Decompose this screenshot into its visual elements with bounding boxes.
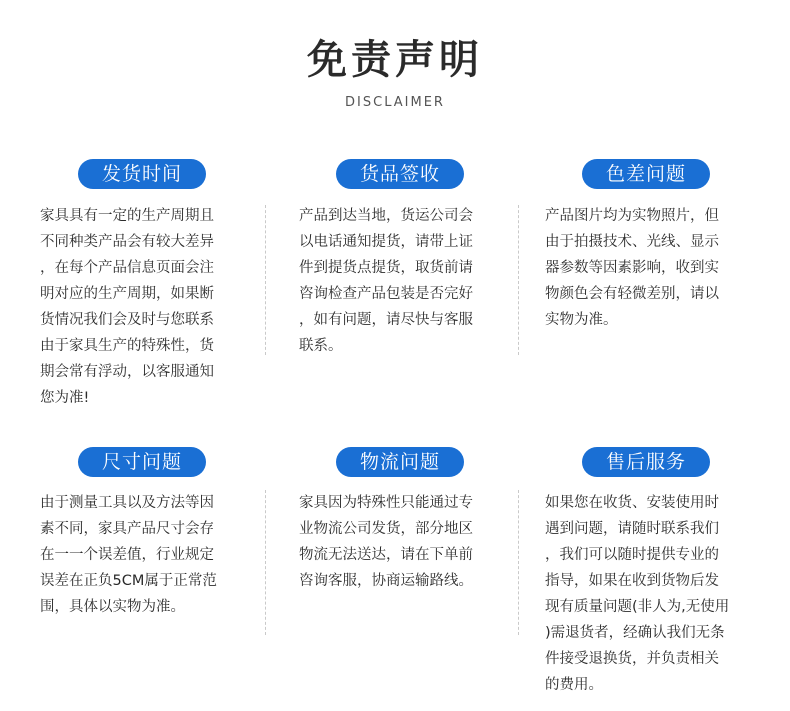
text-line: 联系。 <box>299 338 343 354</box>
text-line: 家具因为特殊性只能通过专 <box>299 495 473 511</box>
text-line: 器参数等因素影响，收到实 <box>545 260 719 276</box>
text-line: 现有质量问题(非人为,无使用 <box>545 599 730 615</box>
column-divider <box>265 490 266 635</box>
section-badge-goods-receipt: 货品签收 <box>336 159 464 189</box>
section-body-size <box>40 490 240 620</box>
text-line: 指导，如果在收到货物后发 <box>545 573 719 589</box>
text-line: 如果您在收货、安装使用时 <box>545 495 719 511</box>
text-line: 期会常有浮动，以客服通知 <box>40 364 214 380</box>
text-line: 产品图片均为实物照片，但 <box>545 208 719 224</box>
text-line: 不同种类产品会有较大差异 <box>40 234 214 250</box>
text-line: 以电话通知提货，请带上证 <box>299 234 473 250</box>
text-line: 实物为准。 <box>545 312 618 328</box>
section-badge-size: 尺寸问题 <box>78 447 206 477</box>
section-body-color-difference <box>545 203 745 333</box>
text-line: 件接受退换货，并负责相关 <box>545 651 719 667</box>
page-subtitle: DISCLAIMER <box>345 95 445 110</box>
text-line: 货情况我们会及时与您联系 <box>40 312 214 328</box>
section-body-logistics <box>299 490 499 594</box>
column-divider <box>265 205 266 355</box>
column-divider <box>518 205 519 355</box>
text-line: 件到提货点提货，取货前请 <box>299 260 473 276</box>
text-line: 咨询客服，协商运输路线。 <box>299 573 473 589</box>
text-line: 在一一个误差值，行业规定 <box>40 547 214 563</box>
page-title: 免责声明 <box>307 37 483 83</box>
text-line: 由于测量工具以及方法等因 <box>40 495 214 511</box>
section-badge-color-difference: 色差问题 <box>582 159 710 189</box>
text-line: 误差在正负5CM属于正常范 <box>40 573 217 589</box>
text-line: 由于拍摄技术、光线、显示 <box>545 234 719 250</box>
section-badge-after-sales: 售后服务 <box>582 447 710 477</box>
section-badge-shipping-time: 发货时间 <box>78 159 206 189</box>
text-line: )需退货者，经确认我们无条 <box>545 625 725 641</box>
text-line: 家具具有一定的生产周期且 <box>40 208 214 224</box>
text-line: 咨询检查产品包装是否完好 <box>299 286 473 302</box>
text-line: 明对应的生产周期，如果断 <box>40 286 214 302</box>
section-badge-logistics: 物流问题 <box>336 447 464 477</box>
text-line: 由于家具生产的特殊性，货 <box>40 338 214 354</box>
text-line: 素不同，家具产品尺寸会存 <box>40 521 214 537</box>
section-body-goods-receipt <box>299 203 499 359</box>
section-body-shipping-time <box>40 203 240 411</box>
text-line: ，如有问题，请尽快与客服 <box>299 312 473 328</box>
text-line: 的费用。 <box>545 677 603 693</box>
text-line: 业物流公司发货，部分地区 <box>299 521 473 537</box>
text-line: 您为准! <box>40 390 90 406</box>
column-divider <box>518 490 519 635</box>
text-line: 遇到问题，请随时联系我们 <box>545 521 719 537</box>
text-line: 围，具体以实物为准。 <box>40 599 185 615</box>
text-line: 产品到达当地，货运公司会 <box>299 208 473 224</box>
text-line: 物颜色会有轻微差别，请以 <box>545 286 719 302</box>
text-line: ，在每个产品信息页面会注 <box>40 260 214 276</box>
text-line: 物流无法送达，请在下单前 <box>299 547 473 563</box>
section-body-after-sales <box>545 490 750 698</box>
text-line: ，我们可以随时提供专业的 <box>545 547 719 563</box>
